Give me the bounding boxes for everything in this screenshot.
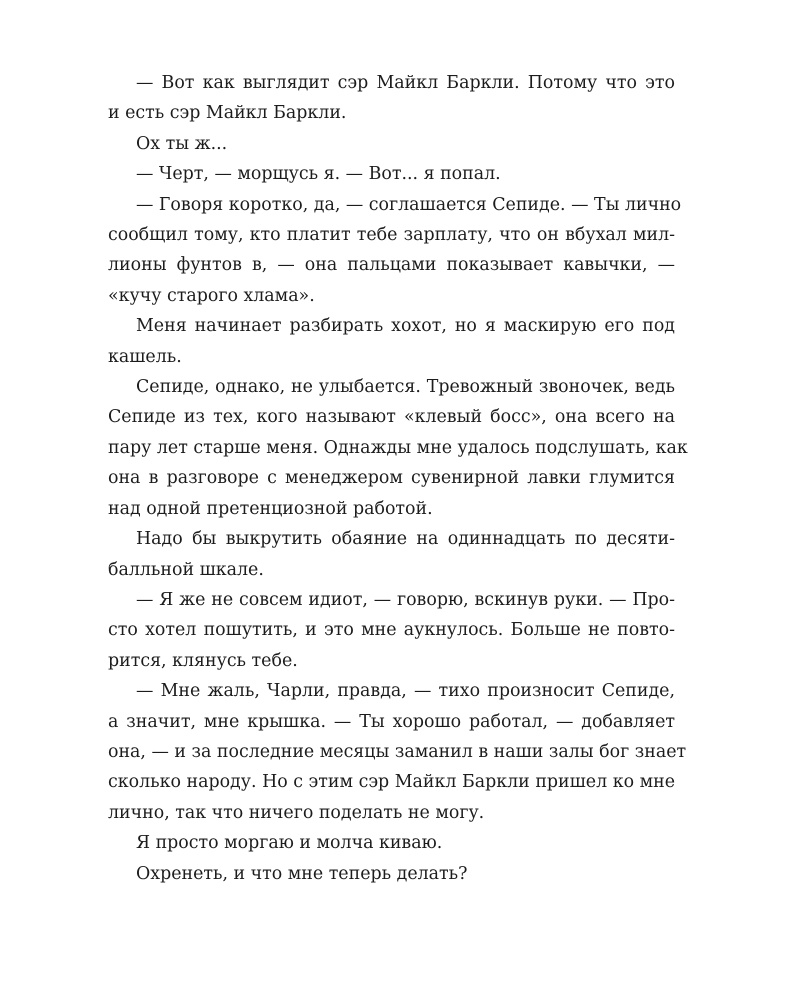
text-line: и есть сэр Майкл Баркли.	[108, 103, 347, 124]
paragraph-2	[108, 129, 675, 159]
text-line: — Я же не совсем идиот, — говорю, вскинув руки. — Про-	[136, 589, 675, 610]
paragraph-11	[108, 859, 675, 889]
text-line: Ох ты ж...	[136, 133, 228, 154]
text-line: сто хотел пошутить, и это мне аукнулось. Больше не повто-	[108, 620, 675, 641]
text-line: над одной претенциозной работой.	[108, 498, 433, 519]
paragraph-4	[108, 190, 682, 312]
text-line: лично, так что ничего поделать не могу.	[108, 802, 485, 823]
text-line: а значит, мне крышка. — Ты хорошо работал, — добавляет	[108, 711, 675, 732]
text-line: Сепиде из тех, кого называют «клевый босс», она всего на	[108, 407, 675, 428]
text-line: — Вот как выглядит сэр Майкл Баркли. Потому что это	[136, 73, 675, 93]
text-line: лионы фунтов в, — она пальцами показывает кавычки, —	[108, 255, 675, 276]
text-line: балльной шкале.	[108, 559, 264, 580]
text-line: Я просто моргаю и молча киваю.	[136, 833, 443, 854]
paragraph-8	[108, 585, 675, 676]
text-line: Надо бы выкрутить обаяние на одиннадцать по десяти-	[136, 529, 675, 550]
paragraph-1	[108, 68, 675, 129]
text-line: сколько народу. Но с этим сэр Майкл Баркли пришел ко мне	[108, 772, 675, 793]
paragraph-6	[108, 372, 688, 524]
text-line: — Мне жаль, Чарли, правда, — тихо произносит Сепиде,	[136, 681, 675, 702]
text-line: Сепиде, однако, не улыбается. Тревожный звоночек, ведь	[136, 377, 675, 398]
paragraph-5	[108, 311, 675, 372]
paragraph-10	[108, 828, 675, 858]
text-line: «кучу старого хлама».	[108, 285, 315, 306]
text-line: Меня начинает разбирать хохот, но я маскирую его под	[136, 316, 675, 337]
paragraph-3	[108, 159, 675, 189]
text-line: сообщил тому, кто платит тебе зарплату, что он вбухал мил-	[108, 225, 675, 246]
text-line: Охренеть, и что мне теперь делать?	[136, 863, 468, 884]
text-line: кашель.	[108, 346, 182, 367]
text-line: — Говоря коротко, да, — соглашается Сепиде. — Ты лично	[136, 194, 682, 215]
text-line: пару лет старше меня. Однажды мне удалось подслушать, как	[108, 437, 688, 458]
paragraph-9	[108, 676, 687, 828]
text-line: она, — и за последние месяцы заманил в наши залы бог знает	[108, 741, 687, 762]
text-line: рится, клянусь тебе.	[108, 650, 298, 671]
text-line: она в разговоре с менеджером сувенирной лавки глумится	[108, 468, 675, 489]
paragraph-7	[108, 524, 675, 585]
book-page	[108, 68, 688, 889]
text-line: — Черт, — морщусь я. — Вот... я попал.	[136, 164, 501, 185]
